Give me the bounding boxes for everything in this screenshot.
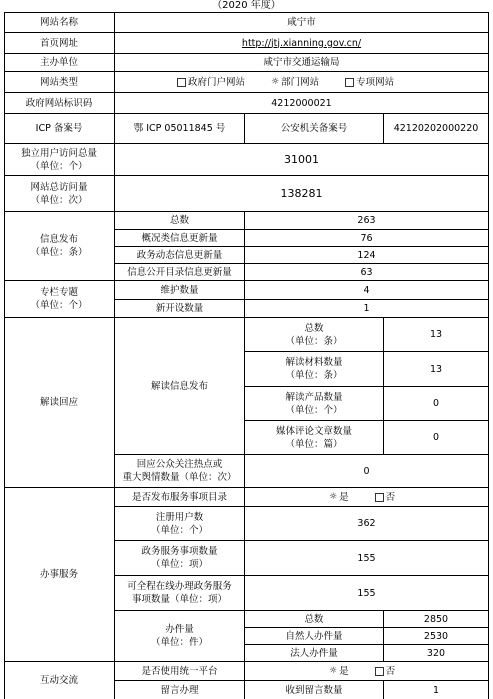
online-items-label: 可全程在线办理政务服务 事项数量（单位：项） xyxy=(115,576,245,611)
police-record-label: 公安机关备案号 xyxy=(245,114,384,144)
homepage-cell xyxy=(115,33,489,54)
catalog-yes: 是 xyxy=(339,491,349,503)
site-id-label: 政府网站标识码 xyxy=(4,93,115,114)
site-id-value: 4212000021 xyxy=(115,93,489,114)
type-option-portal: 政府门户网站 xyxy=(188,76,246,88)
column-row-label: 维护数量 xyxy=(115,281,245,300)
icp-label: ICP 备案号 xyxy=(4,114,115,144)
sponsor-label: 主办单位 xyxy=(4,54,115,72)
column-row-label: 新开设数量 xyxy=(115,300,245,318)
info-row-value: 63 xyxy=(245,264,489,281)
homepage-label: 首页网址 xyxy=(4,33,115,54)
handled-row-label: 总数 xyxy=(245,611,384,628)
messages-received-label: 收到留言数量 xyxy=(245,681,384,699)
info-row-label: 政务动态信息更新量 xyxy=(115,247,245,264)
info-row-value: 124 xyxy=(245,247,489,264)
unified-no: 否 xyxy=(385,665,396,677)
interpret-row-value: 13 xyxy=(384,352,489,387)
messages-received-value: 1 xyxy=(384,681,489,699)
interpret-row-value: 0 xyxy=(384,387,489,421)
police-record-value: 42120202000220 xyxy=(384,114,489,144)
registered-users-label: 注册用户数 （单位：个） xyxy=(115,507,245,541)
interpret-row-label: 媒体评论文章数量 （单位：篇） xyxy=(245,421,384,455)
info-row-label: 总数 xyxy=(115,212,245,230)
icp-value: 鄂 ICP 05011845 号 xyxy=(115,114,245,144)
unified-yes: 是 xyxy=(339,665,349,677)
service-catalog-options xyxy=(245,488,489,507)
radio-checked-icon[interactable]: ☼ xyxy=(271,76,280,87)
service-items-value: 155 xyxy=(245,541,489,576)
service-label: 办事服务 xyxy=(4,488,115,662)
page-views-label: 网站总访问量 （单位：次） xyxy=(4,176,115,212)
interpret-row-value: 0 xyxy=(384,421,489,455)
interpret-row-label: 总数 （单位：条） xyxy=(245,318,384,352)
interpret-release-label: 解读信息发布 xyxy=(115,318,245,455)
unique-visitors-label: 独立用户访问总量 （单位：个） xyxy=(4,144,115,176)
type-option-special: 专项网站 xyxy=(356,76,395,88)
interpret-row-value: 13 xyxy=(384,318,489,352)
site-name-value: 咸宁市 xyxy=(115,12,489,33)
info-release-label: 信息发布 （单位：条） xyxy=(4,212,115,281)
checkbox-icon[interactable] xyxy=(177,78,186,87)
column-row-value: 4 xyxy=(245,281,489,300)
unified-platform-options xyxy=(245,662,489,681)
hot-response-value: 0 xyxy=(245,455,489,488)
interaction-label: 互动交流 xyxy=(4,662,115,699)
catalog-no: 否 xyxy=(385,491,396,503)
homepage-link[interactable]: http://jtj.xianning.gov.cn/ xyxy=(241,37,362,49)
handled-row-value: 2530 xyxy=(384,628,489,645)
info-row-label: 信息公开目录信息更新量 xyxy=(115,264,245,281)
radio-checked-icon[interactable]: ☼ xyxy=(329,491,338,502)
hot-response-label: 回应公众关注热点或 重大舆情数量（单位：次） xyxy=(115,455,245,488)
message-handling-label: 留言办理 xyxy=(115,681,245,699)
info-row-label: 概况类信息更新量 xyxy=(115,230,245,247)
info-row-value: 263 xyxy=(245,212,489,230)
site-type-label: 网站类型 xyxy=(4,72,115,93)
checkbox-icon[interactable] xyxy=(375,493,384,502)
handled-cases-label: 办件量 （单位：件） xyxy=(115,611,245,662)
handled-row-label: 自然人办件量 xyxy=(245,628,384,645)
handled-row-label: 法人办件量 xyxy=(245,645,384,662)
radio-checked-icon[interactable]: ☼ xyxy=(329,665,338,676)
report-year-title: （2020 年度） xyxy=(212,0,281,11)
site-name-label: 网站名称 xyxy=(4,12,115,33)
interpret-response-label: 解读回应 xyxy=(4,318,115,488)
online-items-value: 155 xyxy=(245,576,489,611)
service-items-label: 政务服务事项数量 （单位：项） xyxy=(115,541,245,576)
column-row-value: 1 xyxy=(245,300,489,318)
info-row-value: 76 xyxy=(245,230,489,247)
handled-row-value: 2850 xyxy=(384,611,489,628)
unique-visitors-value: 31001 xyxy=(115,144,489,176)
page-views-value: 138281 xyxy=(115,176,489,212)
handled-row-value: 320 xyxy=(384,645,489,662)
registered-users-value: 362 xyxy=(245,507,489,541)
unified-platform-label: 是否使用统一平台 xyxy=(115,662,245,681)
service-catalog-label: 是否发布服务事项目录 xyxy=(115,488,245,507)
interpret-row-label: 解读产品数量 （单位：个） xyxy=(245,387,384,421)
interpret-row-label: 解读材料数量 （单位：条） xyxy=(245,352,384,387)
type-option-department: 部门网站 xyxy=(281,76,320,88)
checkbox-icon[interactable] xyxy=(345,78,354,87)
special-column-label: 专栏专题 （单位：个） xyxy=(4,281,115,318)
site-type-options xyxy=(115,72,489,93)
sponsor-value: 咸宁市交通运输局 xyxy=(115,54,489,72)
checkbox-icon[interactable] xyxy=(375,667,384,676)
